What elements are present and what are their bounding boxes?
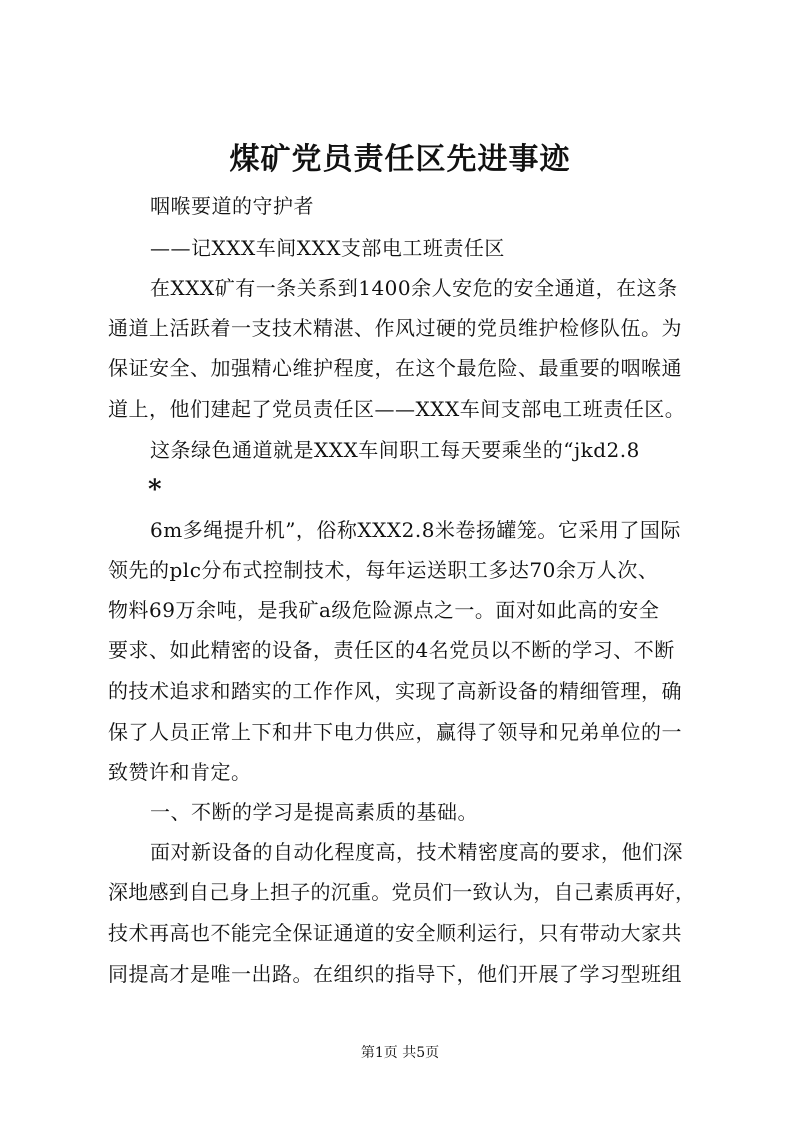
paragraph-line: 技术再高也不能完全保证通道的安全顺利运行，只有带动大家共 [108,921,682,945]
paragraph-line: 的技术追求和踏实的工作作风，实现了高新设备的精细管理，确 [108,679,682,703]
subtitle: 咽喉要道的守护者 [150,194,314,218]
paragraph-line: 深地感到自己身上担子的沉重。党员们一致认为，自己素质再好， [108,880,696,904]
paragraph-line: 物料69万余吨，是我矿a级危险源点之一。面对如此高的安全 [108,598,660,622]
paragraph-line: 保了人员正常上下和井下电力供应，赢得了领导和兄弟单位的一 [108,720,682,744]
subtitle-dedication: ——记XXX车间XXX支部电工班责任区 [150,236,505,260]
page-number-footer: 第1页 共5页 [360,1045,440,1061]
paragraph-line: 这条绿色通道就是XXX车间职工每天要乘坐的“jkd2.8 [150,438,640,462]
section-heading: 一、不断的学习是提高素质的基础。 [150,800,478,824]
paragraph-line: 领先的plc分布式控制技术，每年运送职工多达70余万人次、 [108,558,659,582]
paragraph-line: 在XXX矿有一条关系到1400余人安危的安全通道，在这条 [150,276,678,300]
paragraph-line: 6m多绳提升机”，俗称XXX2.8米卷扬罐笼。它采用了国际 [150,518,681,542]
paragraph-line: 同提高才是唯一出路。在组织的指导下，他们开展了学习型班组 [108,962,682,986]
paragraph-line: 通道上活跃着一支技术精湛、作风过硬的党员维护检修队伍。为 [108,316,682,340]
document-title: 煤矿党员责任区先进事迹 [229,142,571,177]
asterisk-line: * [148,475,162,505]
paragraph-line: 面对新设备的自动化程度高，技术精密度高的要求，他们深 [150,840,683,864]
paragraph-line: 道上，他们建起了党员责任区——XXX车间支部电工班责任区。 [108,397,686,421]
paragraph-line: 保证安全、加强精心维护程度，在这个最危险、最重要的咽喉通 [108,356,682,380]
paragraph-line: 要求、如此精密的设备，责任区的4名党员以不断的学习、不断 [108,638,675,662]
paragraph-line: 致赞许和肯定。 [108,760,252,784]
